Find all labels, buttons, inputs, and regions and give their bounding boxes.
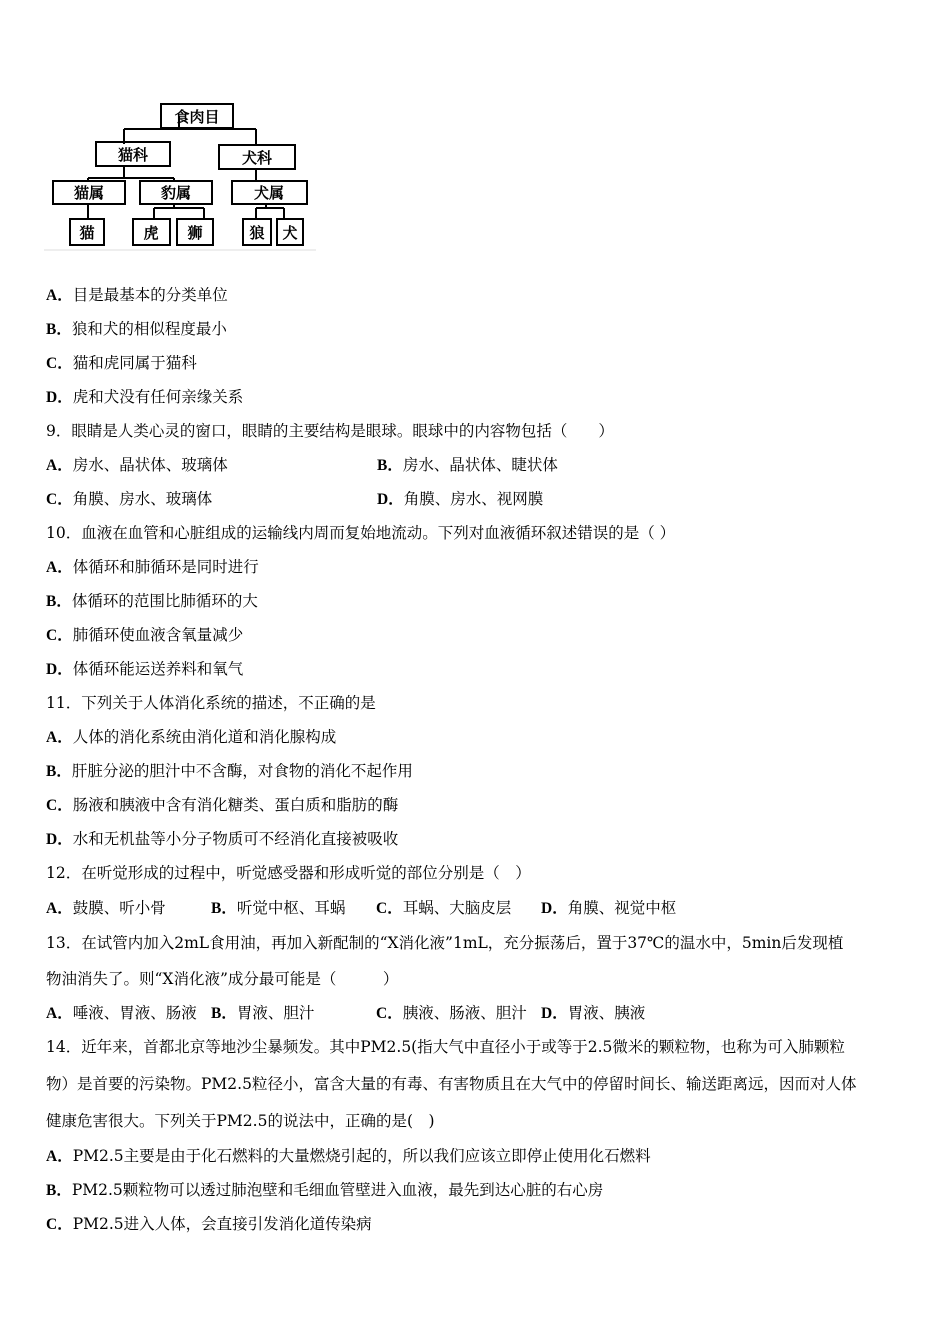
q11-stem: 11．下列关于人体消化系统的描述，不正确的是 — [46, 694, 376, 712]
diagram-family-dog: 犬科 — [241, 149, 273, 167]
diagram-root: 食肉目 — [174, 108, 220, 126]
q9-option-b: B．房水、晶状体、睫状体 — [377, 456, 558, 474]
q12-option-a: A．鼓膜、听小骨 — [46, 899, 166, 917]
q12-option-b: B．听觉中枢、耳蜗 — [211, 899, 346, 917]
q13-stem-line2: 物油消失了。则“X消化液”成分最可能是（ ） — [46, 970, 399, 988]
q13-option-b: B．胃液、胆汁 — [211, 1004, 315, 1022]
q11-option-c: C．肠液和胰液中含有消化糖类、蛋白质和脂肪的酶 — [46, 796, 399, 814]
q8-option-c: C．猫和虎同属于猫科 — [46, 354, 197, 372]
q13-stem-line1: 13．在试管内加入2mL食用油，再加入新配制的“X消化液”1mL，充分振荡后，置于37℃的温水中，5min后发现植 — [46, 934, 844, 952]
q11-option-b: B．肝脏分泌的胆汁中不含酶，对食物的消化不起作用 — [46, 762, 413, 780]
q13-options-row — [46, 1003, 645, 1024]
diagram-species-tiger: 虎 — [143, 224, 159, 242]
q9-option-d: D．角膜、房水、视网膜 — [377, 490, 544, 508]
q13-option-c: C．胰液、肠液、胆汁 — [376, 1004, 527, 1022]
q14-stem-line2: 物）是首要的污染物。PM2.5粒径小，富含大量的有毒、有害物质且在大气中的停留时间长、输送距离远，因而对人体 — [46, 1075, 857, 1093]
q14-stem-line3: 健康危害很大。下列关于PM2.5的说法中，正确的是( ) — [46, 1112, 435, 1130]
q9-options-row1 — [46, 455, 558, 476]
q10-stem: 10．血液在血管和心脏组成的运输线内周而复始地流动。下列对血液循环叙述错误的是（ ） — [46, 524, 676, 542]
q13-option-d: D．胃液、胰液 — [541, 1004, 646, 1022]
q9-options-row2 — [46, 489, 543, 510]
q14-option-b: B．PM2.5颗粒物可以透过肺泡壁和毛细血管壁进入血液，最先到达心脏的右心房 — [46, 1181, 604, 1199]
diagram-genus-leopard: 豹属 — [160, 184, 192, 202]
q10-option-d: D．体循环能运送养料和氧气 — [46, 660, 244, 678]
diagram-species-cat: 猫 — [79, 224, 95, 242]
diagram-species-wolf: 狼 — [249, 224, 265, 242]
diagram-species-lion: 狮 — [187, 224, 203, 242]
q12-options-row — [46, 898, 676, 919]
q8-option-b: B．狼和犬的相似程度最小 — [46, 320, 227, 338]
q11-option-a: A．人体的消化系统由消化道和消化腺构成 — [46, 728, 337, 746]
q10-option-a: A．体循环和肺循环是同时进行 — [46, 558, 259, 576]
diagram-species-dog: 犬 — [282, 224, 298, 242]
diagram-genus-dog: 犬属 — [253, 184, 285, 202]
q10-option-c: C．肺循环使血液含氧量减少 — [46, 626, 244, 644]
q14-option-c: C．PM2.5进入人体，会直接引发消化道传染病 — [46, 1215, 372, 1233]
q9-option-a: A．房水、晶状体、玻璃体 — [46, 456, 228, 474]
q9-stem: 9．眼睛是人类心灵的窗口，眼睛的主要结构是眼球。眼球中的内容物包括（ ） — [46, 422, 614, 440]
diagram-genus-cat: 猫属 — [73, 184, 105, 202]
diagram-family-cat: 猫科 — [117, 146, 149, 164]
q9-option-c: C．角膜、房水、玻璃体 — [46, 490, 213, 508]
q12-option-c: C．耳蜗、大脑皮层 — [376, 899, 512, 917]
q10-option-b: B．体循环的范围比肺循环的大 — [46, 592, 258, 610]
q14-stem-line1: 14．近年来，首都北京等地沙尘暴频发。其中PM2.5(指大气中直径小于或等于2.5微米的颗粒物，也称为可入肺颗粒 — [46, 1038, 845, 1056]
q13-option-a: A．唾液、胃液、肠液 — [46, 1004, 197, 1022]
q12-option-d: D．角膜、视觉中枢 — [541, 899, 677, 917]
classification-diagram — [44, 100, 316, 252]
q11-option-d: D．水和无机盐等小分子物质可不经消化直接被吸收 — [46, 830, 399, 848]
q8-option-a: A．目是最基本的分类单位 — [46, 286, 228, 304]
q14-option-a: A．PM2.5主要是由于化石燃料的大量燃烧引起的，所以我们应该立即停止使用化石燃料 — [46, 1147, 651, 1165]
q8-option-d: D．虎和犬没有任何亲缘关系 — [46, 388, 244, 406]
q12-stem: 12．在听觉形成的过程中，听觉感受器和形成听觉的部位分别是（ ） — [46, 864, 531, 882]
